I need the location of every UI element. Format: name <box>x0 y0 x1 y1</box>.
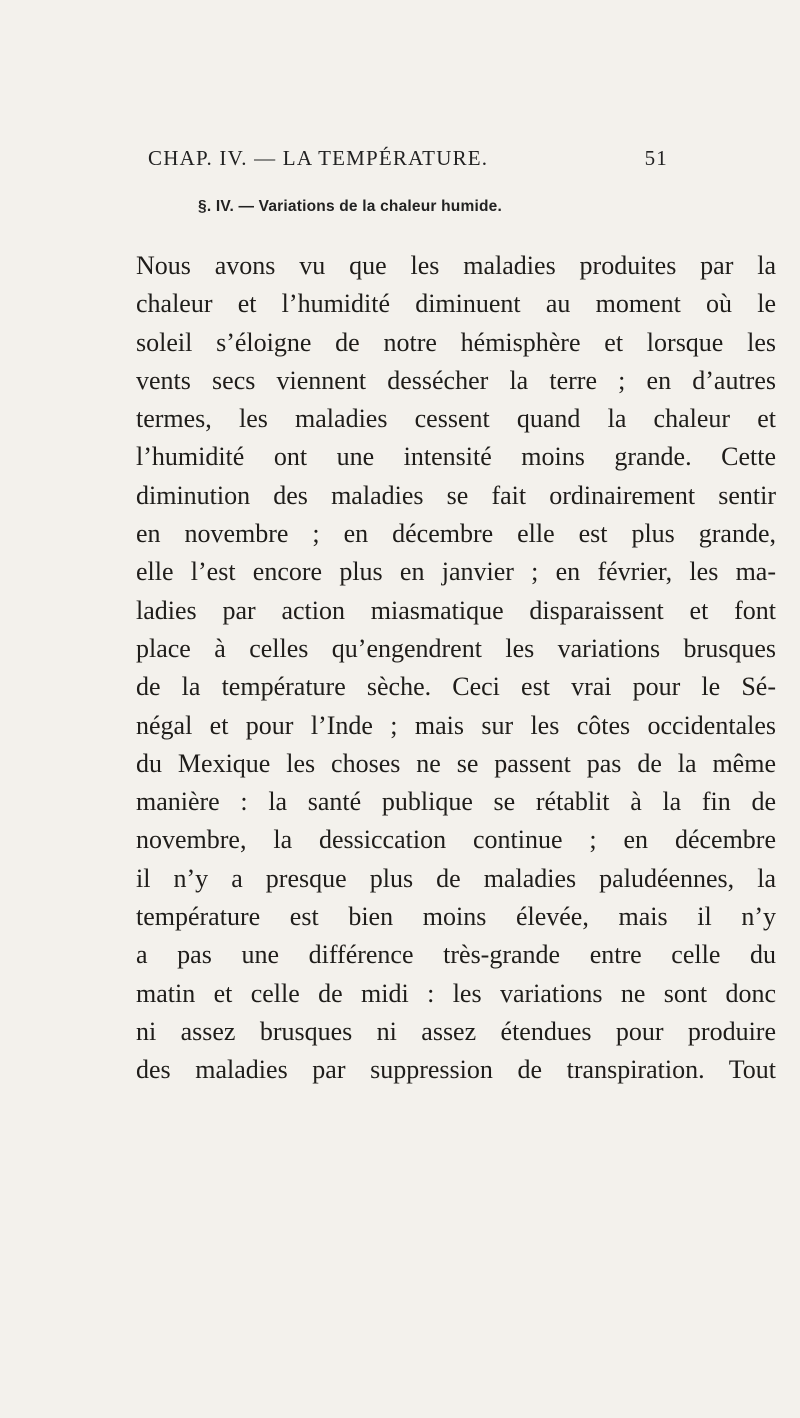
body-line: elle l’est encore plus en janvier ; en février, les ma- <box>136 557 776 587</box>
body-line: termes, les maladies cessent quand la chaleur et <box>136 404 776 434</box>
body-line: a pas une différence très-grande entre celle du <box>136 940 776 970</box>
body-line: ni assez brusques ni assez étendues pour produire <box>136 1016 776 1046</box>
body-line: Nous avons vu que les maladies produites par la <box>136 251 776 280</box>
body-line: manière : la santé publique se rétablit à la fin de <box>136 787 776 817</box>
body-line: il n’y a presque plus de maladies paludéennes, la <box>136 863 776 893</box>
body-line: de la température sèche. Ceci est vrai pour le Sé- <box>136 672 776 702</box>
section-heading: §. IV. — Variations de la chaleur humide. <box>198 198 502 215</box>
body-line: ladies par action miasmatique disparaissent et font <box>136 595 776 625</box>
body-line: place à celles qu’engendrent les variations brusques <box>136 633 776 663</box>
running-head <box>148 146 668 176</box>
running-head-title: CHAP. IV. — LA TEMPÉRATURE. <box>148 146 489 170</box>
body-line: du Mexique les choses ne se passent pas de la même <box>136 748 776 778</box>
body-line: matin et celle de midi : les variations ne sont donc <box>136 978 776 1008</box>
body-line: novembre, la dessiccation continue ; en décembre <box>136 825 776 855</box>
body-line: température est bien moins élevée, mais il n’y <box>136 902 776 932</box>
body-line: des maladies par suppression de transpiration. Tout <box>136 1055 776 1085</box>
body-line: négal et pour l’Inde ; mais sur les côtes occidentales <box>136 710 776 740</box>
body-line: en novembre ; en décembre elle est plus grande, <box>136 519 776 549</box>
body-line: vents secs viennent dessécher la terre ; en d’autres <box>136 365 776 395</box>
body-line: l’humidité ont une intensité moins grande. Cette <box>136 442 776 472</box>
page-number: 51 <box>644 146 668 170</box>
body-line: soleil s’éloigne de notre hémisphère et lorsque les <box>136 327 776 357</box>
body-line: chaleur et l’humidité diminuent au moment où le <box>136 289 776 319</box>
body-text <box>136 247 776 1090</box>
body-line: diminution des maladies se fait ordinairement sentir <box>136 480 776 510</box>
